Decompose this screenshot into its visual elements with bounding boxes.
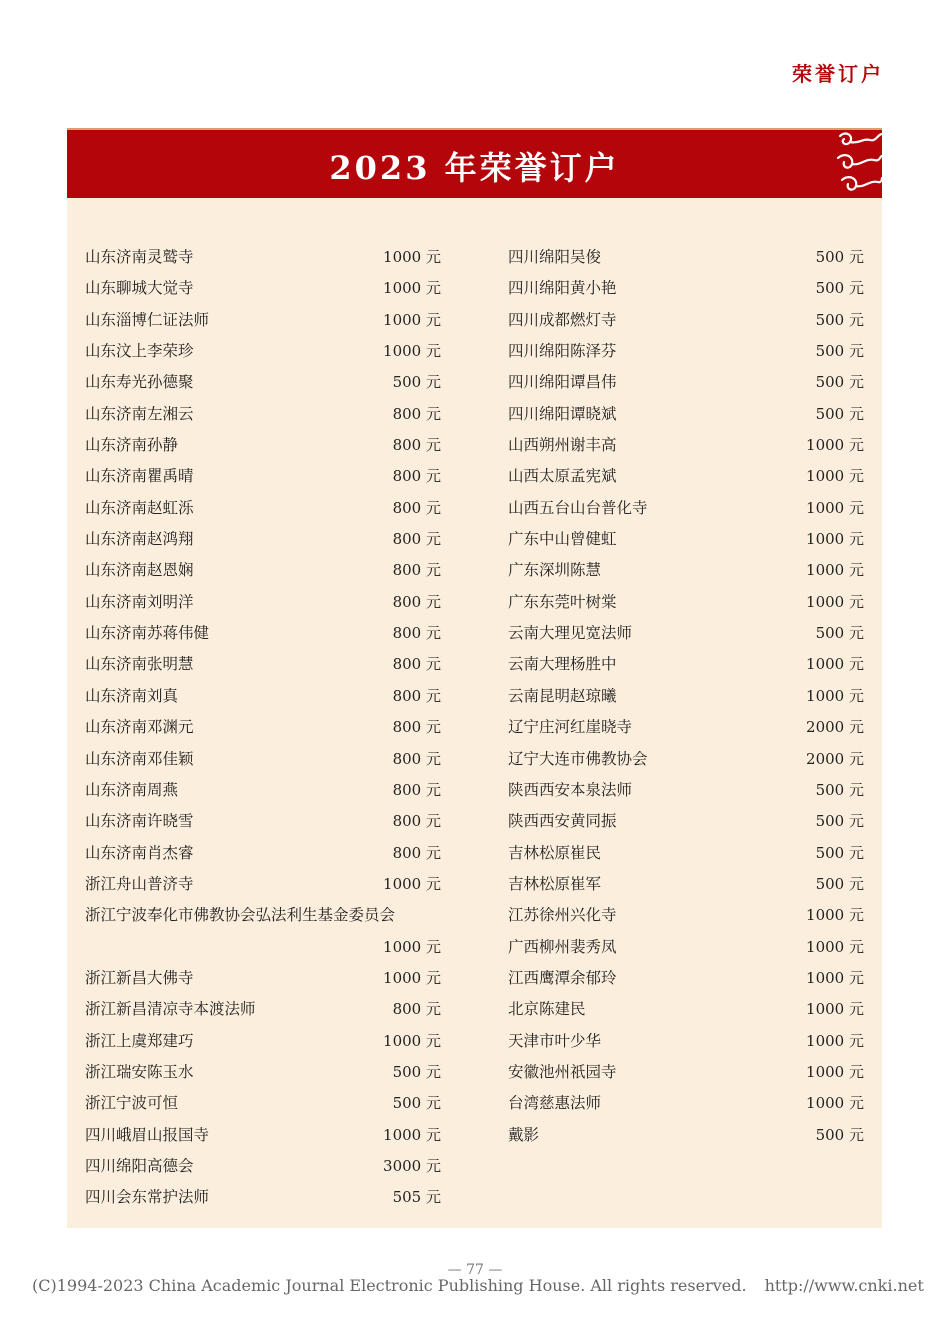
donation-amount: 1000 元 — [383, 342, 441, 361]
donor-row — [508, 273, 864, 304]
donation-amount: 500 元 — [815, 248, 864, 266]
donation-amount: 505 元 — [392, 1188, 441, 1207]
donor-name: 山东聊城大觉寺 — [85, 279, 194, 298]
donor-name: 山东济南左湘云 — [85, 404, 194, 423]
donor-row — [508, 775, 864, 806]
donor-name: 山东淄博仁证法师 — [85, 310, 210, 329]
donor-row — [508, 524, 864, 555]
donor-row — [508, 242, 864, 273]
donor-row — [508, 744, 864, 775]
donor-name: 山东济南邓渊元 — [85, 718, 194, 737]
donation-amount: 500 元 — [815, 1125, 864, 1144]
donor-row — [508, 806, 864, 837]
donation-amount: 500 元 — [815, 310, 864, 329]
cloud-ornament-icon — [834, 130, 882, 200]
donor-name: 四川绵阳陈泽芬 — [508, 342, 617, 361]
donor-row — [85, 1026, 441, 1057]
donor-row — [85, 994, 441, 1025]
donor-row — [508, 1026, 864, 1057]
donation-amount: 1000 元 — [806, 937, 864, 956]
donation-amount: 1000 元 — [806, 906, 864, 925]
page-number: — 77 — — [447, 1262, 503, 1278]
donation-amount: 1000 元 — [806, 968, 864, 987]
donor-name: 吉林松原崔军 — [508, 874, 602, 893]
donation-amount: 500 元 — [815, 780, 864, 799]
donation-amount: 1000 元 — [806, 1031, 864, 1050]
donor-name: 天津市叶少华 — [508, 1031, 602, 1050]
donor-list-panel — [67, 128, 882, 1228]
donor-name: 吉林松原崔民 — [508, 843, 602, 862]
donation-amount: 1000 元 — [383, 968, 441, 987]
donor-name: 浙江舟山普济寺 — [85, 874, 194, 893]
donor-row — [508, 1088, 864, 1119]
donation-amount: 800 元 — [392, 843, 441, 862]
donor-row — [85, 775, 441, 806]
donor-row — [85, 1151, 441, 1182]
donation-amount: 500 元 — [815, 342, 864, 361]
donor-name: 浙江瑞安陈玉水 — [85, 1062, 194, 1081]
donor-row — [85, 430, 441, 461]
donation-amount: 2000 元 — [806, 718, 864, 737]
donation-amount: 800 元 — [392, 1000, 441, 1019]
donor-row — [85, 587, 441, 618]
donation-amount: 800 元 — [392, 436, 441, 455]
donor-name: 辽宁庄河红崖晓寺 — [508, 718, 633, 737]
donor-row — [85, 399, 441, 430]
donor-name: 山西五台山台普化寺 — [508, 498, 648, 517]
left-donor-column — [85, 242, 441, 1214]
donation-amount: 500 元 — [815, 404, 864, 423]
donor-name: 浙江新昌大佛寺 — [85, 968, 194, 987]
donation-amount: 500 元 — [815, 373, 864, 392]
donor-row — [85, 838, 441, 869]
title-banner — [67, 128, 882, 198]
donor-row — [85, 618, 441, 649]
donor-name: 山东济南赵虹泺 — [85, 498, 194, 517]
donor-row — [85, 963, 441, 994]
donor-name: 山东济南周燕 — [85, 780, 179, 799]
copyright-notice — [32, 1276, 924, 1295]
donor-row — [508, 587, 864, 618]
donation-amount: 500 元 — [392, 1094, 441, 1113]
donor-row — [85, 1088, 441, 1119]
donation-amount: 1000 元 — [806, 686, 864, 705]
donation-amount: 500 元 — [815, 624, 864, 643]
donor-name: 山东济南孙静 — [85, 436, 179, 455]
donation-amount: 800 元 — [392, 624, 441, 643]
right-donor-column — [508, 242, 864, 1151]
donor-name: 戴影 — [508, 1125, 540, 1144]
donor-name: 山东济南刘明洋 — [85, 592, 194, 611]
donor-row — [85, 900, 441, 931]
donor-row — [508, 994, 864, 1025]
donation-amount: 1000 元 — [383, 937, 441, 956]
donor-name: 山东济南瞿禹晴 — [85, 467, 194, 486]
donation-amount: 800 元 — [392, 404, 441, 423]
donor-name: 山东寿光孙德聚 — [85, 373, 194, 392]
donor-row — [508, 681, 864, 712]
donor-row — [508, 838, 864, 869]
donor-row — [85, 806, 441, 837]
donation-amount: 500 元 — [815, 812, 864, 831]
donor-name: 江西鹰潭余郁玲 — [508, 968, 617, 987]
donor-name: 台湾慈惠法师 — [508, 1094, 602, 1113]
donor-row — [508, 1120, 864, 1151]
donor-name: 浙江新昌清凉寺本渡法师 — [85, 1000, 256, 1019]
donor-row — [85, 461, 441, 492]
donation-amount: 800 元 — [392, 686, 441, 705]
donation-amount: 800 元 — [392, 530, 441, 549]
donor-name: 辽宁大连市佛教协会 — [508, 749, 648, 768]
donor-row — [85, 1057, 441, 1088]
donation-amount: 1000 元 — [806, 561, 864, 580]
donor-row — [508, 1057, 864, 1088]
donor-name: 山西朔州谢丰高 — [508, 436, 617, 455]
donor-name: 四川绵阳高德会 — [85, 1156, 194, 1175]
donation-amount: 500 元 — [815, 874, 864, 893]
donor-name: 山西太原孟宪斌 — [508, 467, 617, 486]
donation-amount: 800 元 — [392, 498, 441, 517]
donor-row — [508, 649, 864, 680]
donor-name: 四川成都燃灯寺 — [508, 310, 617, 329]
donor-name: 山东济南张明慧 — [85, 655, 194, 674]
donor-row — [508, 367, 864, 398]
donation-amount: 1000 元 — [383, 1031, 441, 1050]
donor-row — [85, 932, 441, 963]
donor-row — [85, 273, 441, 304]
source-url: http://www.cnki.net — [764, 1276, 924, 1295]
donation-amount: 1000 元 — [806, 655, 864, 674]
donor-name: 四川峨眉山报国寺 — [85, 1125, 210, 1144]
donor-name: 浙江上虞郑建巧 — [85, 1031, 194, 1050]
donation-amount: 1000 元 — [806, 436, 864, 455]
donation-amount: 1000 元 — [383, 248, 441, 266]
donor-row — [508, 430, 864, 461]
donor-row — [508, 869, 864, 900]
donor-row — [85, 869, 441, 900]
donation-amount: 1000 元 — [383, 279, 441, 298]
donor-row — [85, 1182, 441, 1213]
donation-amount: 1000 元 — [806, 467, 864, 486]
donor-row — [85, 336, 441, 367]
donor-name: 山东济南肖杰睿 — [85, 843, 194, 862]
donor-name: 山东济南刘真 — [85, 686, 179, 705]
donor-name: 云南大理杨胜中 — [508, 655, 617, 674]
donation-amount: 800 元 — [392, 467, 441, 486]
donation-amount: 1000 元 — [383, 310, 441, 329]
donation-amount: 800 元 — [392, 780, 441, 799]
donation-amount: 1000 元 — [806, 1094, 864, 1113]
donation-amount: 800 元 — [392, 812, 441, 831]
donor-row — [508, 336, 864, 367]
donation-amount: 1000 元 — [806, 1000, 864, 1019]
donor-name: 广东东莞叶树棠 — [508, 592, 617, 611]
donation-amount: 500 元 — [392, 1062, 441, 1081]
donor-name: 江苏徐州兴化寺 — [508, 906, 617, 925]
donor-name: 陕西西安黄同振 — [508, 812, 617, 831]
donation-amount: 500 元 — [815, 279, 864, 298]
donation-amount: 800 元 — [392, 749, 441, 768]
donor-row — [85, 744, 441, 775]
donation-amount: 1000 元 — [806, 530, 864, 549]
donation-amount: 3000 元 — [383, 1156, 441, 1175]
donor-name: 山东济南赵鸿翔 — [85, 530, 194, 549]
donor-row — [508, 963, 864, 994]
donor-name: 四川绵阳谭晓斌 — [508, 404, 617, 423]
donor-row — [508, 618, 864, 649]
donor-name: 浙江宁波奉化市佛教协会弘法利生基金委员会 — [85, 906, 396, 925]
donation-amount: 500 元 — [815, 843, 864, 862]
donor-row — [508, 932, 864, 963]
donor-row — [508, 461, 864, 492]
donor-row — [508, 399, 864, 430]
donor-name: 安徽池州祇园寺 — [508, 1062, 617, 1081]
donation-amount: 800 元 — [392, 655, 441, 674]
donor-row — [85, 367, 441, 398]
donor-row — [508, 493, 864, 524]
donor-row — [85, 649, 441, 680]
donation-amount: 2000 元 — [806, 749, 864, 768]
donor-row — [85, 1120, 441, 1151]
donor-row — [85, 524, 441, 555]
donor-row — [85, 712, 441, 743]
donor-row — [85, 493, 441, 524]
donor-name: 山东济南邓佳颖 — [85, 749, 194, 768]
donation-amount: 800 元 — [392, 592, 441, 611]
donor-name: 陕西西安本泉法师 — [508, 780, 633, 799]
donor-row — [508, 305, 864, 336]
donation-amount: 1000 元 — [806, 1062, 864, 1081]
donor-name: 云南昆明赵琼曦 — [508, 686, 617, 705]
donation-amount: 800 元 — [392, 718, 441, 737]
donor-name: 山东济南苏蒋伟健 — [85, 624, 210, 643]
copyright-text: (C)1994-2023 China Academic Journal Electronic Publishing House. All rights reserved. — [32, 1276, 747, 1295]
running-header-title: 荣誉订户 — [792, 62, 884, 86]
donation-amount: 1000 元 — [806, 592, 864, 611]
donation-amount: 1000 元 — [383, 1125, 441, 1144]
donor-name: 四川绵阳吴俊 — [508, 248, 602, 266]
donor-row — [508, 555, 864, 586]
donor-name: 四川绵阳黄小艳 — [508, 279, 617, 298]
donor-name: 山东济南灵鹫寺 — [85, 248, 194, 266]
donor-name: 四川会东常护法师 — [85, 1188, 210, 1207]
donor-name: 云南大理见宽法师 — [508, 624, 633, 643]
donor-name: 浙江宁波可恒 — [85, 1094, 179, 1113]
donor-row — [85, 242, 441, 273]
donation-amount: 1000 元 — [806, 498, 864, 517]
donation-amount: 1000 元 — [383, 874, 441, 893]
donation-amount: 800 元 — [392, 561, 441, 580]
donor-name: 广东深圳陈慧 — [508, 561, 602, 580]
donor-row — [85, 681, 441, 712]
donor-row — [508, 712, 864, 743]
donor-name: 山东汶上李荣珍 — [85, 342, 194, 361]
donor-name: 四川绵阳谭昌伟 — [508, 373, 617, 392]
donor-name: 山东济南许晓雪 — [85, 812, 194, 831]
donor-name: 山东济南赵恩娴 — [85, 561, 194, 580]
donation-amount: 500 元 — [392, 373, 441, 392]
donor-name: 广东中山曾健虹 — [508, 530, 617, 549]
donor-name: 北京陈建民 — [508, 1000, 586, 1019]
page-title: 2023 年荣誉订户 — [329, 149, 620, 187]
donor-row — [508, 900, 864, 931]
donor-row — [85, 555, 441, 586]
donor-row — [85, 305, 441, 336]
donor-name: 广西柳州裴秀凤 — [508, 937, 617, 956]
